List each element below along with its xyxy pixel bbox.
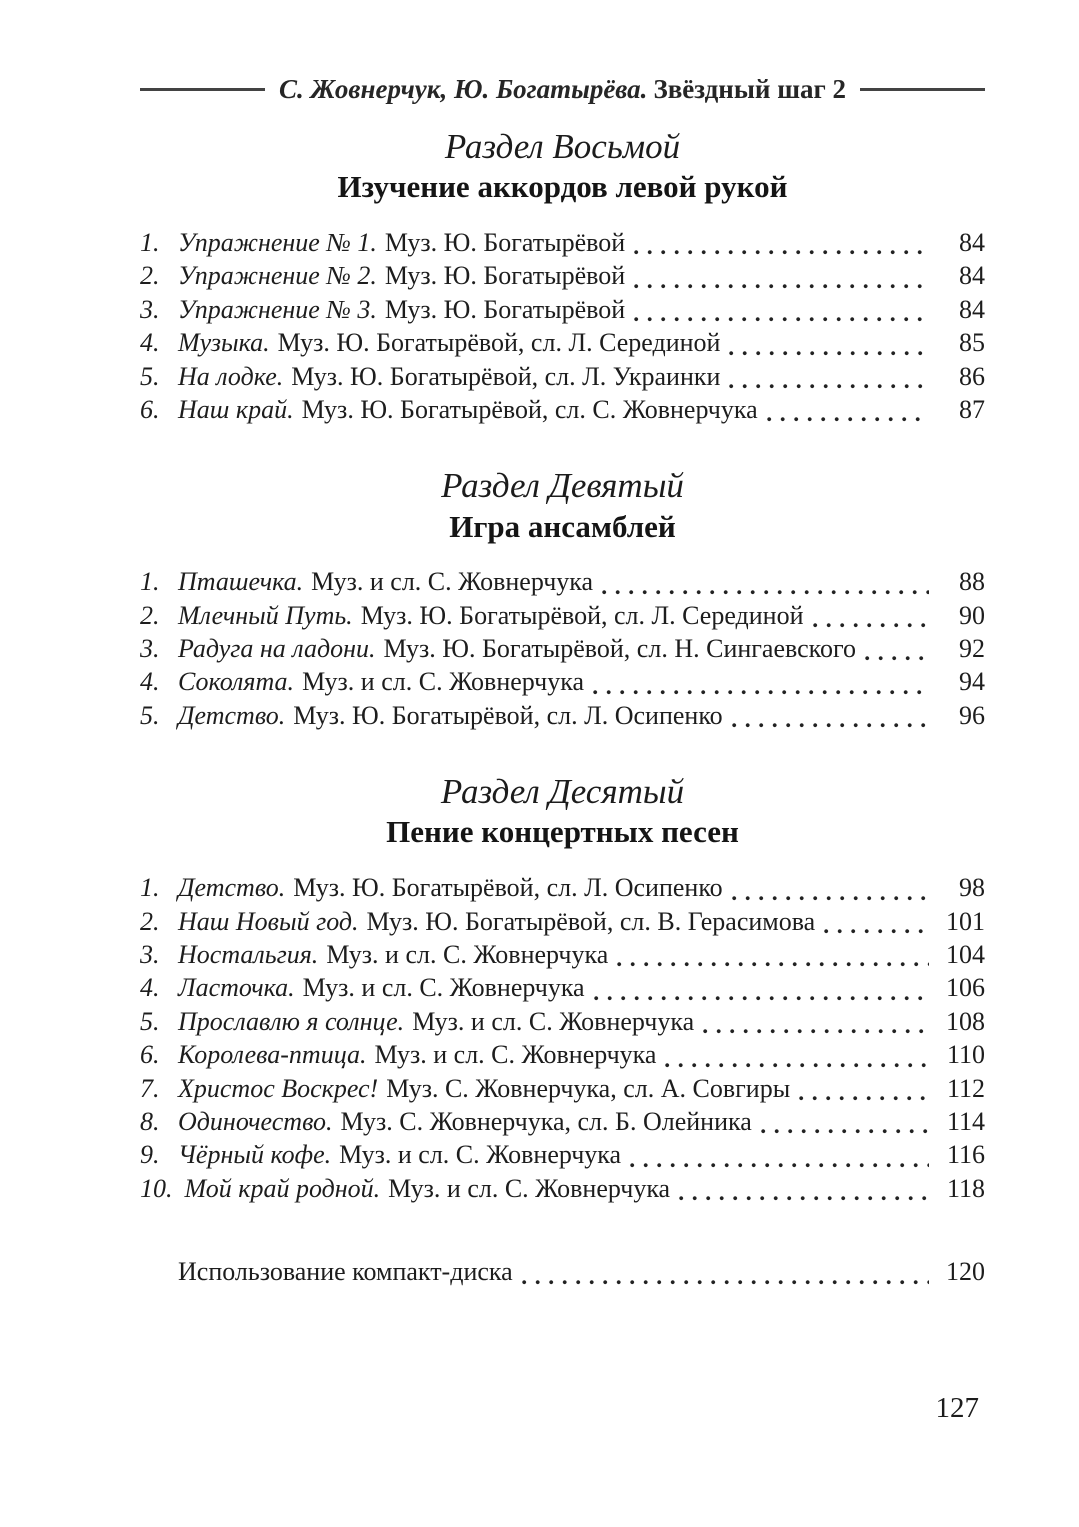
section-subheading: Пение концертных песен	[386, 814, 739, 850]
toc-entry	[140, 699, 985, 732]
toc-entry-number: 7.	[140, 1073, 160, 1103]
toc-entry	[140, 1172, 985, 1205]
toc-entry-page: 116	[946, 1140, 985, 1170]
toc-entry-page: 86	[959, 361, 985, 391]
dot-leader	[865, 656, 929, 661]
toc-entry	[140, 632, 985, 665]
toc-entry-title: Пташечка.	[178, 567, 304, 597]
section-list	[140, 226, 985, 426]
toc-entry	[140, 599, 985, 632]
toc-entry-number: 5.	[140, 700, 160, 730]
header-rule-right	[860, 88, 985, 91]
toc-entry-page: 112	[946, 1073, 985, 1103]
toc-entry-credits: Муз. и сл. С. Жовнерчука	[412, 1006, 695, 1036]
toc-entry-title: Прославлю я солнце.	[178, 1006, 405, 1036]
toc-entry	[140, 665, 985, 698]
dot-leader	[593, 690, 929, 695]
toc-entry-credits: Муз. Ю. Богатырёвой, сл. Л. Украинки	[291, 361, 721, 391]
running-head-book-title: Звёздный шаг 2	[653, 74, 847, 104]
toc-entry-title: Ностальгия.	[178, 940, 319, 969]
toc-entry-number: 2.	[140, 600, 160, 630]
section-heading: Раздел Восьмой	[444, 127, 681, 166]
toc-entry-page: 104	[946, 940, 985, 969]
dot-leader	[732, 896, 929, 901]
toc-entry-title: Чёрный кофе.	[178, 1140, 332, 1170]
toc-entry-title: Упражнение № 3.	[178, 294, 377, 324]
toc-entry-credits: Муз. и сл. С. Жовнерчука	[326, 940, 609, 969]
dot-leader	[703, 1029, 929, 1034]
dot-leader	[522, 1280, 929, 1285]
toc-entry-number: 6.	[140, 394, 160, 424]
section-heading: Раздел Девятый	[441, 466, 684, 506]
toc-entry-number: 10.	[140, 1173, 173, 1203]
toc-entry-title: Ласточка.	[178, 973, 295, 1003]
toc-section	[140, 466, 985, 732]
toc-entry-page: 94	[959, 667, 985, 697]
toc-entry-credits: Муз. Ю. Богатырёвой, сл. С. Жовнерчука	[301, 394, 758, 424]
toc-entry-credits: Муз. и сл. С. Жовнерчука	[311, 567, 594, 597]
toc-entry	[140, 1072, 985, 1105]
toc-entry-number: 4.	[140, 667, 160, 697]
toc-entry-number: 2.	[140, 906, 160, 936]
dot-leader	[602, 590, 929, 595]
dot-leader	[594, 996, 929, 1001]
toc-entry-credits: Муз. Ю. Богатырёвой	[384, 294, 626, 324]
dot-leader	[761, 1129, 929, 1134]
toc-entry-page: 84	[959, 261, 985, 291]
toc-entry	[140, 565, 985, 598]
section-subheading: Игра ансамблей	[449, 508, 676, 544]
dot-leader	[634, 317, 929, 322]
toc-entry-page: 106	[946, 973, 985, 1003]
toc-entry	[140, 1138, 985, 1171]
toc-entry-credits: Муз. Ю. Богатырёвой, сл. Л. Осипенко	[293, 700, 723, 730]
toc-entry-credits: Муз. и сл. С. Жовнерчука	[388, 1173, 671, 1203]
toc-entry-number: 5.	[140, 1006, 160, 1036]
toc-entry-page: 92	[959, 634, 985, 664]
toc-entry	[140, 1255, 985, 1288]
page-number: 127	[935, 1392, 979, 1424]
toc-entry-credits: Муз. Ю. Богатырёвой, сл. Л. Осипенко	[293, 873, 723, 903]
footer-entry-label: Использование компакт-диска	[178, 1257, 513, 1287]
header-rule-left	[140, 88, 265, 91]
toc-entry-credits: Муз. Ю. Богатырёвой, сл. В. Герасимова	[366, 906, 816, 936]
toc-entry-number: 2.	[140, 261, 160, 291]
toc-entry-page: 84	[959, 294, 985, 324]
dot-leader	[729, 384, 929, 389]
toc-entry-number: 4.	[140, 973, 160, 1003]
toc-entry	[140, 938, 985, 971]
dot-leader	[799, 1096, 929, 1101]
toc-entry-page: 88	[959, 567, 985, 597]
dot-leader	[617, 962, 929, 967]
section-list	[140, 871, 985, 1205]
toc-entry-title: Королева-птица.	[178, 1040, 367, 1070]
toc-entry-credits: Муз. и сл. С. Жовнерчука	[302, 973, 585, 1003]
toc-entry-title: Соколята.	[178, 667, 295, 697]
toc-entry	[140, 226, 985, 259]
toc-entry-number: 5.	[140, 361, 160, 391]
toc-entry-credits: Муз. и сл. С. Жовнерчука	[374, 1040, 657, 1070]
toc-section	[140, 772, 985, 1205]
toc-entry	[140, 1105, 985, 1138]
section-list	[140, 565, 985, 732]
toc-entry-title: Наш Новый год.	[178, 906, 359, 936]
toc-entry-number: 3.	[140, 940, 160, 969]
section-heading: Раздел Десятый	[440, 772, 685, 812]
toc-entry-credits: Муз. Ю. Богатырёвой	[384, 261, 626, 291]
running-head-authors: С. Жовнерчук, Ю. Богатырёва.	[278, 74, 648, 104]
toc-entry	[140, 871, 985, 904]
toc-entry-title: Детство.	[178, 700, 286, 730]
toc-entry-number: 6.	[140, 1040, 160, 1070]
toc-entry-credits: Муз. С. Жовнерчука, сл. А. Совгиры	[386, 1073, 791, 1103]
toc-entry-number: 3.	[140, 294, 160, 324]
dot-leader	[630, 1163, 929, 1168]
toc-entry	[140, 905, 985, 938]
toc-entry-number: 1.	[140, 567, 160, 597]
toc-entry	[140, 1038, 985, 1071]
toc-entry	[140, 971, 985, 1004]
toc-entry-credits: Муз. Ю. Богатырёвой	[384, 227, 626, 257]
toc-entry-credits: Муз. С. Жовнерчука, сл. Б. Олейника	[340, 1107, 752, 1137]
toc-entry-number: 4.	[140, 328, 160, 358]
dot-leader	[729, 351, 929, 356]
toc-entry-number: 1.	[140, 873, 160, 903]
toc-entry-title: Мой край родной.	[184, 1173, 381, 1203]
toc-entry-title: Одиночество.	[178, 1107, 333, 1137]
toc-entry-title: Млечный Путь.	[178, 600, 353, 630]
toc-entry-title: Радуга на ладони.	[178, 634, 376, 664]
toc-entry-page: 96	[959, 700, 985, 730]
toc-entry-title: Христос Воскрес!	[178, 1073, 379, 1103]
toc-entry-title: Музыка.	[178, 328, 270, 358]
toc-entry-credits: Муз. и сл. С. Жовнерчука	[302, 667, 584, 697]
running-head-text	[279, 74, 846, 105]
toc-entry	[140, 293, 985, 326]
footer-entry-page: 120	[946, 1257, 985, 1287]
toc-entry-credits: Муз. Ю. Богатырёвой, сл. Л. Серединой	[277, 328, 721, 358]
toc-entry-number: 1.	[140, 227, 160, 257]
toc-entry	[140, 360, 985, 393]
running-head	[140, 74, 985, 105]
toc-entry	[140, 326, 985, 359]
toc-entry-page: 90	[959, 600, 985, 630]
dot-leader	[767, 417, 929, 422]
toc-entry-credits: Муз. и сл. С. Жовнерчука	[339, 1140, 622, 1170]
dot-leader	[665, 1063, 929, 1068]
toc-entry	[140, 393, 985, 426]
dot-leader	[824, 929, 929, 934]
toc-entry-page: 98	[959, 873, 985, 903]
dot-leader	[679, 1196, 929, 1201]
toc-entry-page: 108	[946, 1006, 985, 1036]
dot-leader	[813, 623, 929, 628]
toc-entry-page: 114	[946, 1107, 985, 1137]
toc-entry-number: 3.	[140, 634, 160, 664]
toc-entry-title: На лодке.	[178, 361, 284, 391]
toc-entry-number: 8.	[140, 1107, 160, 1137]
toc-entry-page: 101	[946, 906, 985, 936]
toc-entry-number: 9.	[140, 1140, 160, 1170]
toc-sections	[140, 127, 985, 1205]
dot-leader	[634, 284, 929, 289]
toc-entry	[140, 1005, 985, 1038]
toc-entry-page: 118	[946, 1173, 985, 1203]
toc-entry-page: 87	[959, 394, 985, 424]
toc-entry	[140, 259, 985, 292]
footer-entry	[140, 1255, 985, 1288]
toc-entry-page: 85	[959, 328, 985, 358]
toc-entry-title: Детство.	[178, 873, 286, 903]
toc-entry-title: Наш край.	[178, 394, 294, 424]
dot-leader	[634, 250, 929, 255]
toc-entry-title: Упражнение № 2.	[178, 261, 377, 291]
toc-entry-page: 110	[946, 1040, 985, 1070]
toc-section	[140, 127, 985, 426]
section-subheading: Изучение аккордов левой рукой	[337, 169, 788, 205]
toc-entry-title: Упражнение № 1.	[178, 227, 377, 257]
dot-leader	[732, 723, 929, 728]
toc-entry-page: 84	[959, 227, 985, 257]
toc-entry-credits: Муз. Ю. Богатырёвой, сл. Л. Серединой	[360, 600, 804, 630]
toc-entry-credits: Муз. Ю. Богатырёвой, сл. Н. Сингаевского	[383, 634, 857, 664]
